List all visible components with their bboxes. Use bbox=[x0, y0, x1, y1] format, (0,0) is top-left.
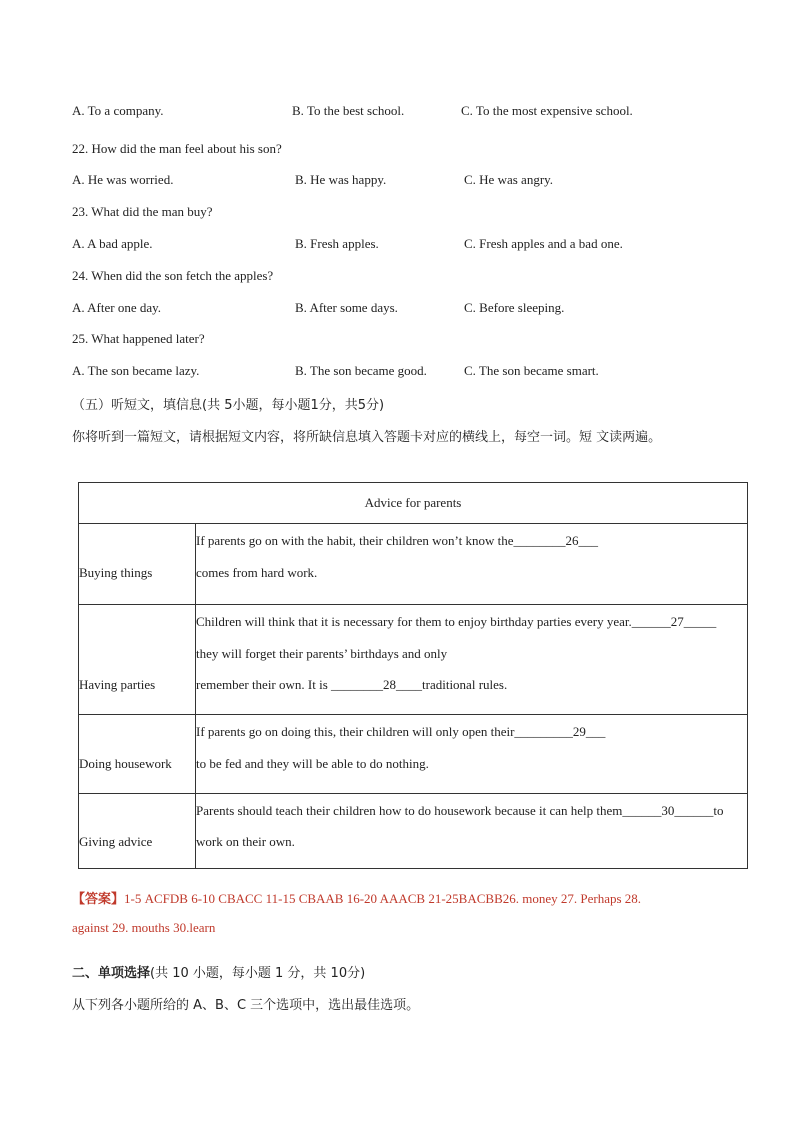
row-line: they will forget their parents’ birthdays and only bbox=[196, 646, 448, 661]
row-line: Parents should teach their children how to do housework because it can help them______30______to bbox=[196, 803, 724, 818]
advice-table bbox=[78, 482, 748, 869]
q24-option-c: C. Before sleeping. bbox=[464, 300, 565, 315]
q25-option-b: B. The son became good. bbox=[295, 363, 427, 378]
q21-option-b: B. To the best school. bbox=[292, 103, 405, 118]
section5-heading: （五）听短文，填信息(共 5小题，每小题1分，共5分) bbox=[72, 398, 385, 413]
q25-option-c: C. The son became smart. bbox=[464, 363, 599, 378]
q23-option-b: B. Fresh apples. bbox=[295, 236, 379, 251]
question-24-stem: 24. When did the son fetch the apples? bbox=[72, 268, 274, 283]
q23-option-a: A. A bad apple. bbox=[72, 236, 153, 251]
q22-option-b: B. He was happy. bbox=[295, 172, 387, 187]
table-row bbox=[79, 605, 748, 715]
table-title: Advice for parents bbox=[79, 483, 748, 524]
q23-option-c: C. Fresh apples and a bad one. bbox=[464, 236, 623, 251]
table-row bbox=[79, 715, 748, 794]
section2-heading-rest: (共 10 小题，每小题 1 分，共 10分) bbox=[150, 966, 366, 981]
row-category bbox=[79, 715, 196, 794]
section5-instruction: 你将听到一篇短文，请根据短文内容，将所缺信息填入答题卡对应的横线上，每空一词。短 文读两遍。 bbox=[72, 430, 662, 445]
row-category-label: Buying things bbox=[79, 565, 153, 580]
row-line: If parents go on doing this, their children will only open their_________29___ bbox=[196, 724, 606, 739]
answer-line-2: against 29. mouths 30.learn bbox=[72, 920, 216, 935]
answer-text: 1-5 ACFDB 6-10 CBACC 11-15 CBAAB 16-20 AAACB 21-25BACBB26. money 27. Perhaps 28. bbox=[124, 891, 642, 906]
row-line: Children will think that it is necessary for them to enjoy birthday parties every year.______27_____ bbox=[196, 614, 717, 629]
row-content bbox=[196, 605, 748, 715]
row-content bbox=[196, 715, 748, 794]
q21-option-a: A. To a company. bbox=[72, 103, 164, 118]
q24-option-b: B. After some days. bbox=[295, 300, 398, 315]
row-category-label: Giving advice bbox=[79, 834, 153, 849]
q25-option-a: A. The son became lazy. bbox=[72, 363, 200, 378]
section2-heading-bold: 二、单项选择 bbox=[72, 966, 151, 981]
question-25-stem: 25. What happened later? bbox=[72, 331, 205, 346]
q22-option-a: A. He was worried. bbox=[72, 172, 174, 187]
row-category bbox=[79, 794, 196, 869]
q21-option-c: C. To the most expensive school. bbox=[461, 103, 633, 118]
row-line: work on their own. bbox=[196, 834, 295, 849]
answer-label: 【答案】 bbox=[72, 892, 125, 907]
question-22-stem: 22. How did the man feel about his son? bbox=[72, 141, 282, 156]
row-line: comes from hard work. bbox=[196, 565, 318, 580]
row-content bbox=[196, 524, 748, 605]
q24-option-a: A. After one day. bbox=[72, 300, 162, 315]
row-category-label: Having parties bbox=[79, 677, 156, 692]
section2-instruction: 从下列各小题所给的 A、B、C 三个选项中，选出最佳选项。 bbox=[72, 998, 420, 1013]
table-title-row bbox=[79, 483, 748, 524]
row-line: If parents go on with the habit, their children won’t know the________26___ bbox=[196, 533, 598, 548]
row-line: remember their own. It is ________28____traditional rules. bbox=[196, 677, 508, 692]
row-category-label: Doing housework bbox=[79, 756, 172, 771]
table-row bbox=[79, 794, 748, 869]
question-23-stem: 23. What did the man buy? bbox=[72, 204, 213, 219]
row-category bbox=[79, 605, 196, 715]
q22-option-c: C. He was angry. bbox=[464, 172, 554, 187]
row-line: to be fed and they will be able to do nothing. bbox=[196, 756, 429, 771]
row-category bbox=[79, 524, 196, 605]
row-content bbox=[196, 794, 748, 869]
table-row bbox=[79, 524, 748, 605]
section2-heading bbox=[72, 962, 365, 981]
answer-line-1 bbox=[72, 888, 641, 907]
